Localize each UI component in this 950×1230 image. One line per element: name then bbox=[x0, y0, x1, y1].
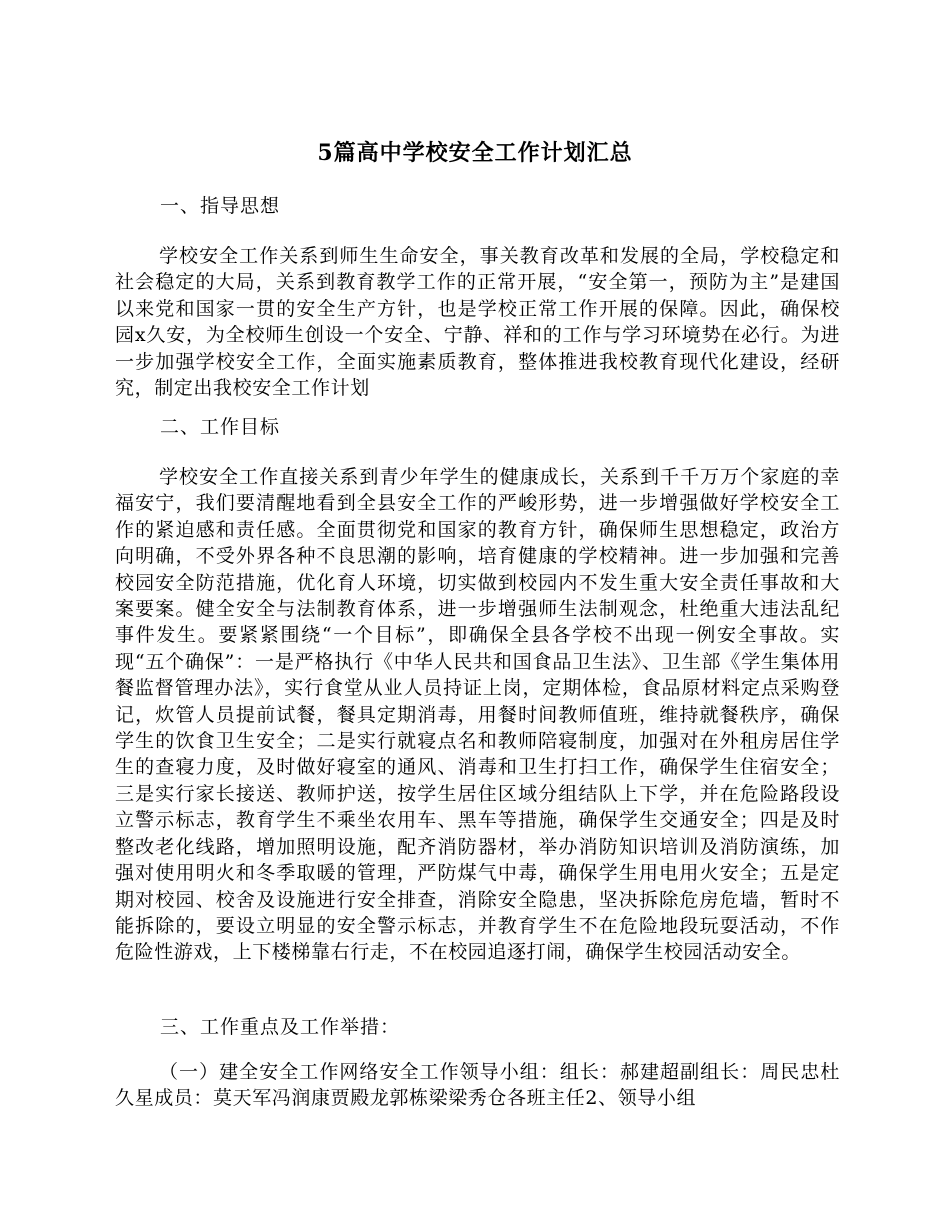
section-heading-guiding-ideology: 一、指导思想 bbox=[160, 195, 281, 217]
section-paragraph-guiding-ideology: 学校安全工作关系到师生生命安全，事关教育改革和发展的全局，学校稳定和社会稳定的大局，关系到教育教学工作的正常开展，“安全第一，预防为主”是建国以来党和国家一贯的安全生产方针，也是学校正常工作开展的保障。因此，确保校园x久安，为全校师生创设一个安全、宁静、祥和的工作与学习环境势在必行。为进一步加强学校安全工作，全面实施素质教育，整体推进我校教育现代化建设，经研究，制定出我校安全工作计划 bbox=[115, 245, 840, 400]
section-paragraph-work-goals: 学校安全工作直接关系到青少年学生的健康成长，关系到千千万万个家庭的幸福安宁，我们要清醒地看到全县安全工作的严峻形势，进一步增强做好学校安全工作的紧迫感和责任感。全面贯彻党和国家的教育方针，确保师生思想稳定，政治方向明确，不受外界各种不良思潮的影响，培育健康的学校精神。进一步加强和完善校园安全防范措施，优化育人环境，切实做到校园内不发生重大安全责任事故和大案要案。健全安全与法制教育体系，进一步增强师生法制观念，杜绝重大违法乱纪事件发生。要紧紧围绕“一个目标”，即确保全县各学校不出现一例安全事故。实现“五个确保”：一是严格执行《中华人民共和国食品卫生法》、卫生部《学生集体用餐监督管理办法》，实行食堂从业人员持证上岗，定期体检，食品原材料定点采购登记，炊管人员提前试餐，餐具定期消毒，用餐时间教师值班，维持就餐秩序，确保学生的饮食卫生安全；二是实行就寝点名和教师陪寝制度，加强对在外租房居住学生的查寝力度，及时做好寝室的通风、消毒和卫生打扫工作，确保学生住宿安全；三是实行家长接送、教师护送，按学生居住区域分组结队上下学，并在危险路段设立警示标志，教育学生不乘坐农用车、黑车等措施，确保学生交通安全；四是及时整改老化线路，增加照明设施，配齐消防器材，举办消防知识培训及消防演练，加强对使用明火和冬季取暖的管理，严防煤气中毒，确保学生用电用火安全；五是定期对校园、校舍及设施进行安全排查，消除安全隐患，坚决拆除危房危墙，暂时不能拆除的，要设立明显的安全警示标志，并教育学生不在危险地段玩耍活动，不作危险性游戏，上下楼梯靠右行走，不在校园追逐打闹，确保学生校园活动安全。 bbox=[115, 466, 840, 964]
document-title: 5篇高中学校安全工作计划汇总 bbox=[317, 140, 633, 166]
section-paragraph-key-work-measures: （一）建全安全工作网络安全工作领导小组：组长：郝建超副组长：周民忠杜久星成员：莫天军冯润康贾殿龙郭栋梁梁秀仓各班主任2、领导小组 bbox=[115, 1061, 840, 1110]
section-heading-work-goals: 二、工作目标 bbox=[160, 416, 281, 438]
section-heading-key-work-measures: 三、工作重点及工作举措： bbox=[160, 1016, 401, 1038]
